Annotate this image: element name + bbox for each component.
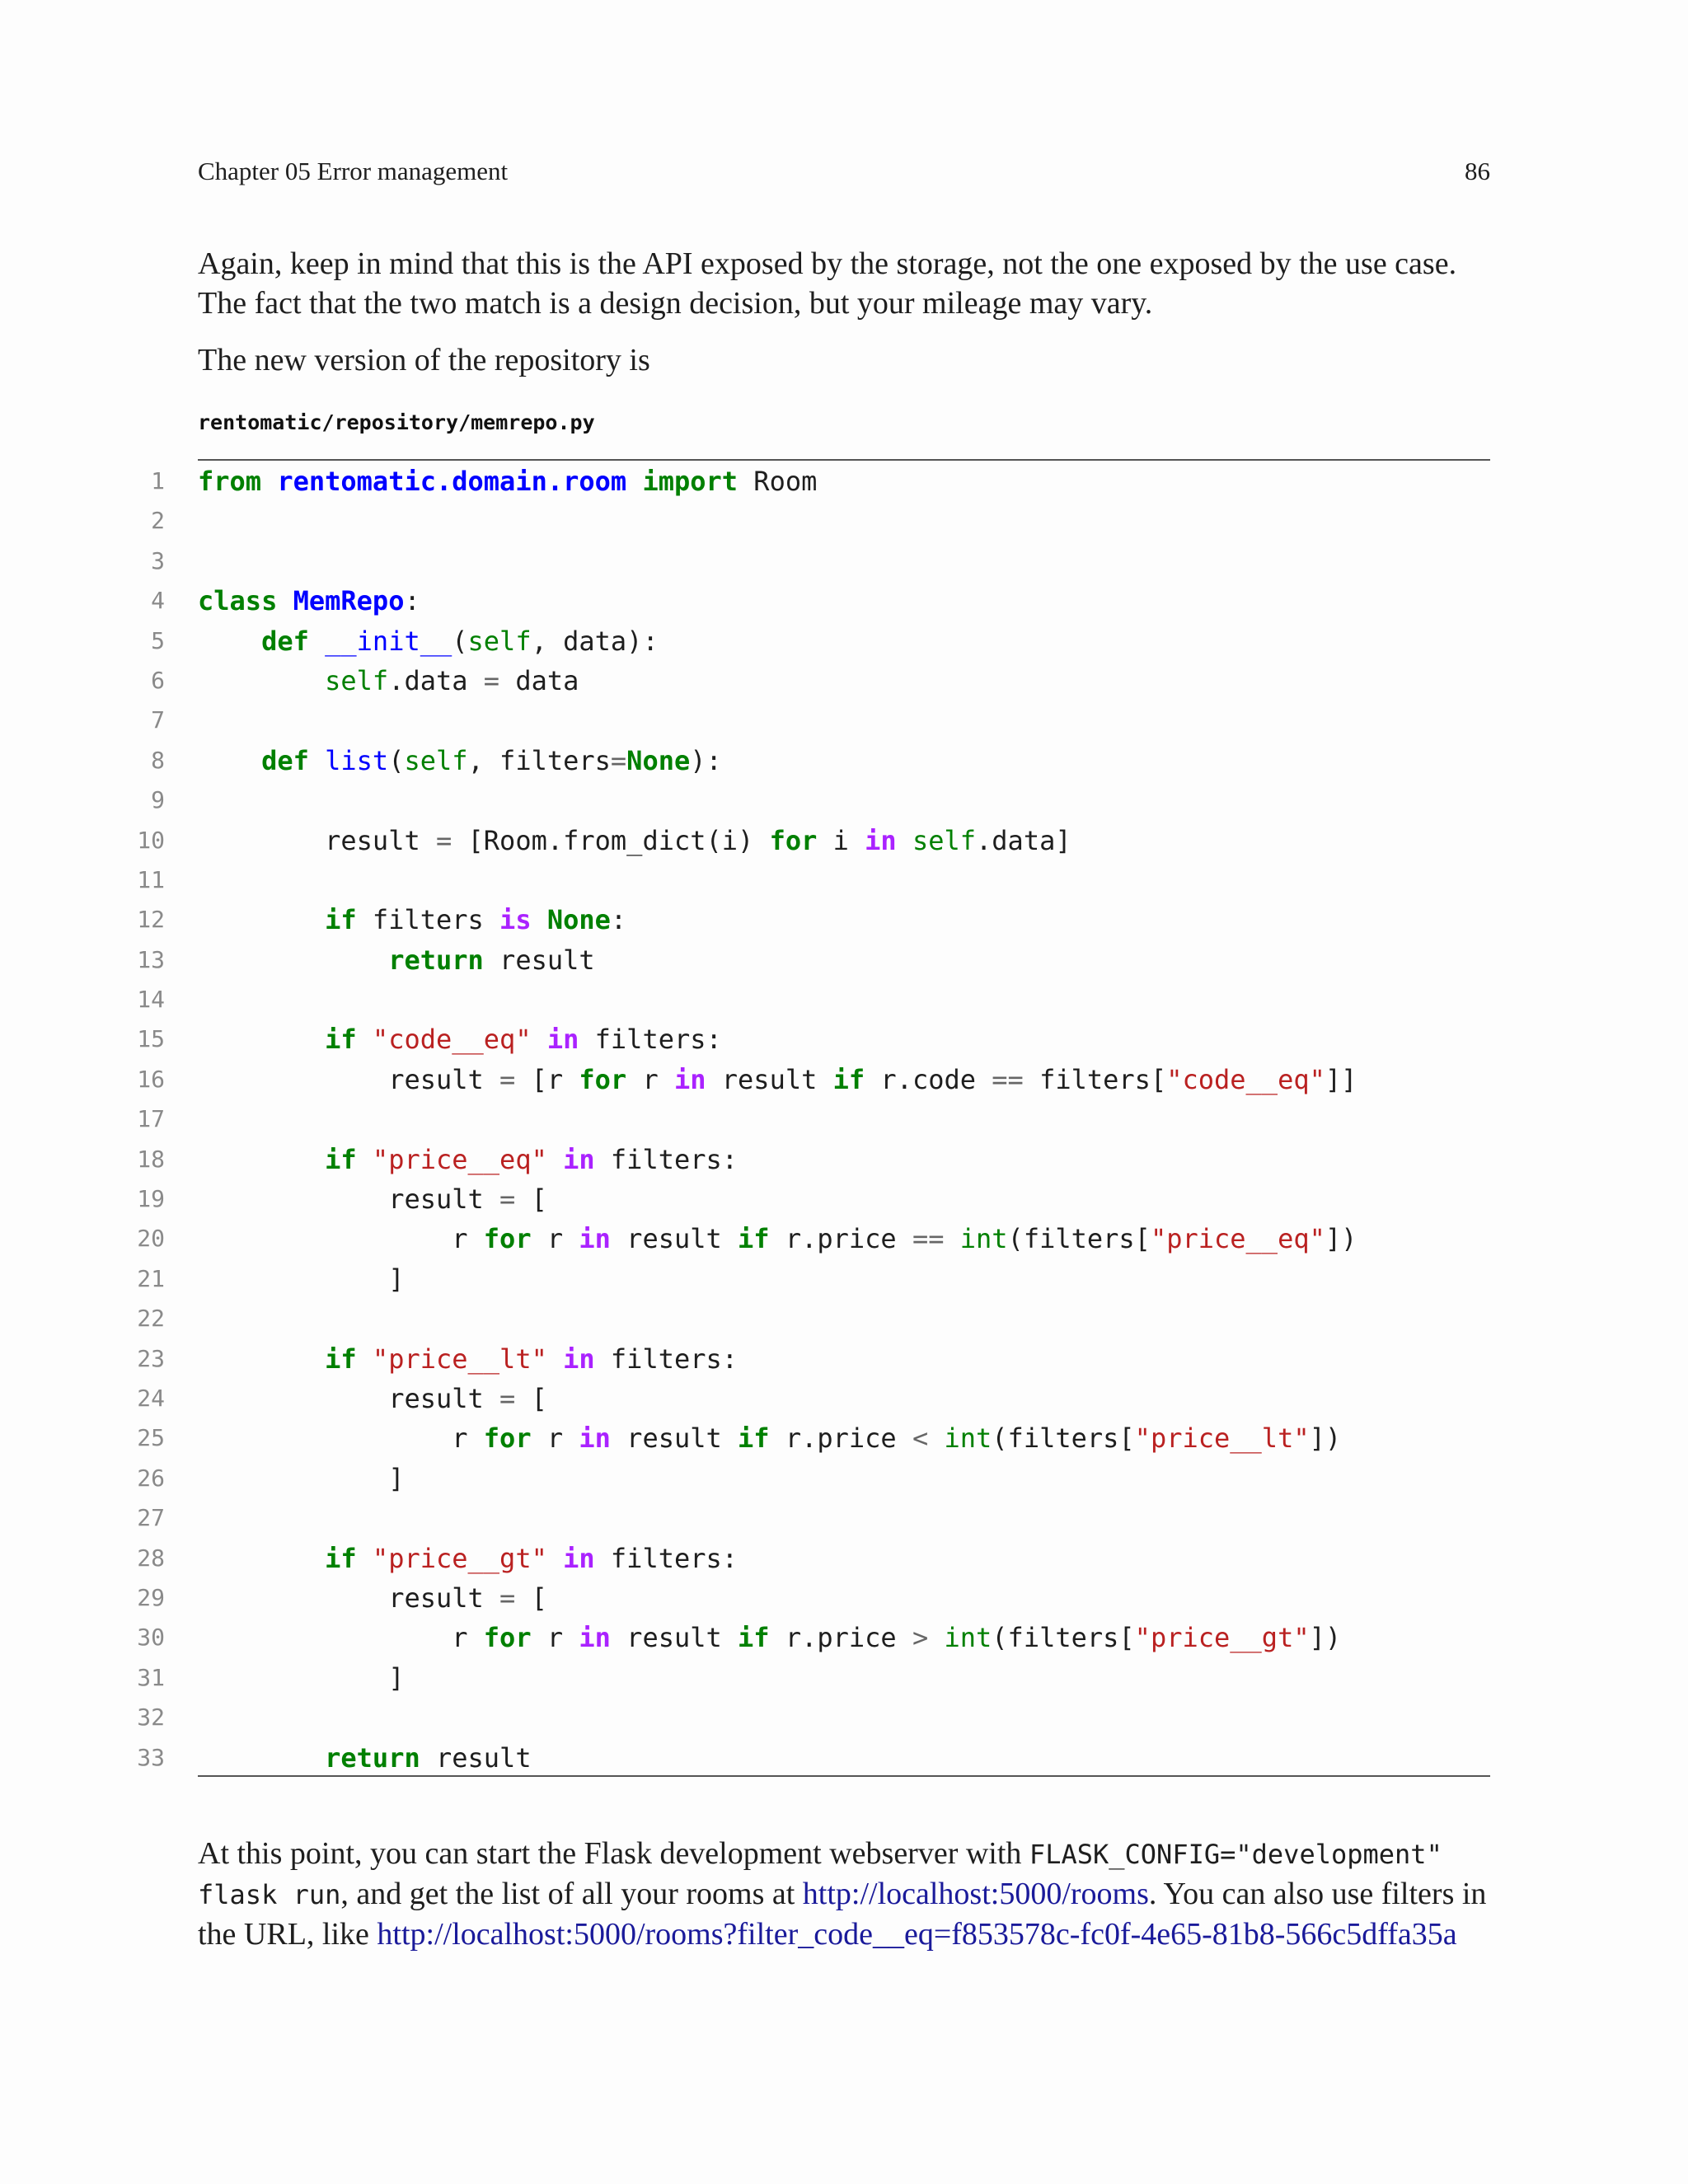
code-source	[198, 621, 659, 661]
code-token: [Room.from_dict(i)	[452, 824, 770, 856]
code-token: ]	[198, 1462, 405, 1494]
code-token: MemRepo	[293, 585, 405, 617]
line-number: 30	[137, 1624, 165, 1652]
code-token: [	[515, 1382, 547, 1414]
code-line	[115, 462, 1500, 501]
code-token: r	[531, 1223, 579, 1255]
code-token: ])	[1309, 1622, 1342, 1654]
code-token: in	[673, 1063, 706, 1095]
code-token: r	[198, 1223, 484, 1255]
line-number: 31	[137, 1663, 165, 1691]
code-source	[198, 462, 817, 501]
code-filename: rentomatic/repository/memrepo.py	[198, 410, 595, 434]
line-number: 2	[151, 507, 165, 535]
line-number: 16	[137, 1065, 165, 1093]
code-token: self	[467, 625, 532, 657]
code-line	[115, 1698, 1500, 1737]
code-token: for	[483, 1223, 532, 1255]
code-line	[115, 741, 1500, 780]
code-token	[309, 745, 325, 776]
code-token: r.price	[769, 1223, 912, 1255]
code-token	[928, 1622, 944, 1653]
code-token: filters:	[594, 1343, 738, 1375]
code-token: filters:	[594, 1542, 738, 1574]
text-segment: . You can also use filters in the URL, like	[198, 1877, 1487, 1952]
code-token: result	[706, 1063, 833, 1095]
code-token: in	[563, 1143, 595, 1175]
code-token: for	[483, 1422, 532, 1455]
code-token	[357, 1343, 373, 1375]
code-source	[198, 741, 722, 780]
code-line	[115, 1179, 1500, 1219]
line-number: 22	[137, 1305, 165, 1333]
code-token: None	[546, 904, 611, 936]
code-token: ]]	[1325, 1063, 1357, 1095]
code-token: result	[420, 1741, 532, 1774]
code-token: filters	[356, 904, 500, 936]
code-token: =	[610, 744, 627, 776]
code-token: for	[483, 1622, 532, 1654]
code-token	[928, 1422, 944, 1454]
code-token: filters[	[1023, 1063, 1167, 1095]
code-token: :	[404, 585, 420, 617]
code-source	[198, 1179, 547, 1219]
code-line	[115, 541, 1500, 581]
code-source	[198, 1259, 404, 1299]
code-token: =	[435, 824, 452, 856]
code-token: ])	[1325, 1223, 1357, 1255]
code-token: (	[388, 744, 405, 776]
code-line	[115, 1219, 1500, 1258]
code-token: (	[452, 625, 468, 657]
code-token: "code__eq"	[1166, 1063, 1325, 1095]
code-token	[198, 1543, 325, 1574]
line-number: 18	[137, 1145, 165, 1173]
code-token: return	[325, 1741, 420, 1774]
code-token: __init__	[325, 625, 452, 657]
line-number: 28	[137, 1544, 165, 1572]
code-source	[198, 1339, 738, 1379]
code-token: r	[198, 1622, 484, 1654]
page-number: 86	[1465, 157, 1490, 185]
code-token	[897, 825, 912, 856]
code-token: in	[865, 824, 897, 856]
code-token	[198, 1742, 325, 1774]
code-line	[115, 940, 1500, 980]
code-line	[115, 860, 1500, 900]
code-token	[532, 1024, 547, 1055]
code-token: return	[388, 944, 484, 976]
code-token	[547, 1343, 563, 1375]
code-token: in	[579, 1422, 611, 1455]
code-token: if	[325, 1542, 357, 1574]
code-token: [	[515, 1183, 547, 1216]
code-line	[115, 900, 1500, 940]
code-source	[198, 940, 595, 980]
code-line	[115, 1099, 1500, 1139]
code-token: .data	[388, 664, 484, 696]
code-source	[198, 1618, 1341, 1657]
code-token: "code__eq"	[372, 1024, 532, 1056]
code-line	[115, 1618, 1500, 1657]
code-token: [r	[515, 1063, 579, 1095]
code-line	[115, 701, 1500, 740]
code-line	[115, 1498, 1500, 1538]
paragraph-api-note: Again, keep in mind that this is the API exposed by the storage, not the one exposed by the use case. The fact that the two match is a design decision, but your mileage may vary.	[198, 246, 1457, 321]
code-token: r	[531, 1622, 579, 1654]
line-number: 27	[137, 1504, 165, 1532]
code-source	[198, 1019, 722, 1059]
code-token	[198, 904, 325, 935]
code-token: self	[912, 824, 977, 856]
code-token: int	[944, 1422, 992, 1455]
line-number: 25	[137, 1424, 165, 1452]
line-number: 7	[151, 706, 165, 734]
code-token: if	[325, 904, 357, 936]
code-token: ):	[690, 744, 722, 776]
code-token: =	[499, 1382, 516, 1414]
line-number: 15	[137, 1025, 165, 1053]
code-source	[198, 1418, 1341, 1458]
code-token: , filters	[467, 744, 611, 776]
code-token: "price__gt"	[372, 1542, 547, 1574]
code-source	[198, 900, 626, 940]
code-line	[115, 621, 1500, 661]
code-token: result	[198, 1183, 500, 1216]
code-line	[115, 1339, 1500, 1379]
code-source	[198, 1738, 532, 1778]
code-line	[115, 1418, 1500, 1458]
code-token: Room	[738, 466, 818, 497]
code-token	[547, 1543, 563, 1574]
code-source	[198, 1379, 547, 1418]
code-token: r	[198, 1422, 484, 1455]
line-number: 3	[151, 546, 165, 574]
code-token: if	[832, 1063, 865, 1095]
code-line	[115, 1459, 1500, 1498]
code-source	[198, 661, 579, 701]
code-line	[115, 1299, 1500, 1338]
line-number: 29	[137, 1583, 165, 1611]
code-token: r	[626, 1063, 674, 1095]
code-line	[115, 1379, 1500, 1418]
code-token: result	[610, 1422, 738, 1455]
code-line	[115, 780, 1500, 820]
code-token: in	[579, 1223, 611, 1255]
line-number: 1	[151, 467, 165, 494]
code-token: (filters[	[992, 1422, 1135, 1455]
code-line	[115, 1019, 1500, 1059]
code-bottom-rule	[198, 1775, 1490, 1777]
code-token: [	[515, 1582, 547, 1614]
code-token	[198, 1024, 325, 1055]
code-token: filters:	[579, 1024, 722, 1056]
text-segment: At this point, you can start the Flask development webserver with	[198, 1836, 1029, 1871]
code-token: for	[579, 1063, 627, 1095]
code-token: result	[483, 944, 595, 976]
code-token: result	[198, 824, 436, 856]
code-token: , data):	[531, 625, 659, 657]
code-token	[357, 1543, 373, 1574]
code-token: rentomatic.domain.room	[277, 466, 627, 497]
code-token	[198, 1343, 325, 1375]
text-segment: , and get the list of all your rooms at	[340, 1877, 803, 1911]
code-source	[198, 1658, 404, 1698]
code-token: self	[404, 744, 468, 776]
code-token: if	[738, 1422, 770, 1455]
line-number: 26	[137, 1464, 165, 1492]
code-source	[198, 1219, 1357, 1258]
code-token: filters:	[594, 1143, 738, 1175]
code-token	[357, 1144, 373, 1175]
code-token: r.price	[769, 1422, 912, 1455]
code-token: .data]	[976, 824, 1071, 856]
inline-code-command: FLASK_CONFIG="development" flask run	[198, 1839, 1442, 1910]
code-token: if	[738, 1223, 770, 1255]
code-token: ]	[198, 1661, 405, 1694]
code-line	[115, 1259, 1500, 1299]
code-token: in	[563, 1343, 595, 1375]
code-source	[198, 581, 420, 621]
code-token: result	[198, 1582, 500, 1614]
code-source	[198, 1578, 547, 1618]
code-token: import	[642, 466, 738, 497]
code-line	[115, 1738, 1500, 1778]
code-line	[115, 661, 1500, 701]
code-token: ]	[198, 1263, 405, 1295]
code-token	[198, 1144, 325, 1175]
code-token: "price__eq"	[372, 1143, 547, 1175]
code-token: in	[546, 1024, 579, 1056]
code-token: ==	[992, 1063, 1024, 1095]
code-token	[198, 626, 261, 657]
code-token	[198, 944, 388, 976]
line-number: 10	[137, 826, 165, 854]
code-source	[198, 1140, 738, 1179]
code-token: int	[959, 1223, 1008, 1255]
line-number: 13	[137, 945, 165, 973]
code-token: "price__eq"	[1150, 1223, 1325, 1255]
line-number: 17	[137, 1105, 165, 1133]
code-token: from	[198, 466, 262, 497]
line-number: 21	[137, 1264, 165, 1292]
code-top-rule	[198, 459, 1490, 461]
line-number: 5	[151, 626, 165, 654]
code-token: list	[325, 744, 389, 776]
code-token: if	[325, 1343, 357, 1375]
code-line	[115, 1658, 1500, 1698]
line-number: 4	[151, 587, 165, 615]
code-line	[115, 1060, 1500, 1099]
chapter-title: Chapter 05 Error management	[198, 157, 509, 185]
code-token: self	[325, 664, 389, 696]
code-token	[944, 1223, 959, 1254]
code-token: :	[610, 904, 627, 936]
code-token	[626, 466, 642, 497]
code-line	[115, 581, 1500, 621]
code-token: is	[499, 904, 532, 936]
code-token: result	[198, 1382, 500, 1414]
line-number: 33	[137, 1743, 165, 1771]
code-token: result	[198, 1063, 500, 1095]
code-token: for	[769, 824, 818, 856]
line-number: 9	[151, 786, 165, 814]
code-token: "price__lt"	[1134, 1422, 1310, 1455]
code-token: i	[817, 824, 865, 856]
code-token	[532, 904, 547, 935]
code-source	[198, 821, 1071, 860]
code-line	[115, 1140, 1500, 1179]
code-listing	[115, 462, 1500, 1778]
code-token: =	[499, 1582, 516, 1614]
code-token: (filters[	[992, 1622, 1135, 1654]
code-token	[261, 466, 277, 497]
code-token: >	[912, 1622, 929, 1654]
code-token: ])	[1309, 1422, 1342, 1455]
code-token: result	[610, 1223, 738, 1255]
code-token: data	[499, 664, 579, 696]
line-number: 19	[137, 1185, 165, 1213]
code-token: =	[499, 1063, 516, 1095]
paragraph-intro-code: The new version of the repository is	[198, 343, 650, 377]
code-token: r.price	[769, 1622, 912, 1654]
code-token: def	[261, 744, 309, 776]
line-number: 8	[151, 746, 165, 774]
code-token: r	[531, 1422, 579, 1455]
code-token: "price__gt"	[1134, 1622, 1310, 1654]
code-token: int	[944, 1622, 992, 1654]
code-token	[547, 1144, 563, 1175]
code-source	[198, 1539, 738, 1578]
code-token: None	[626, 744, 691, 776]
code-token: class	[198, 585, 278, 617]
code-line	[115, 1578, 1500, 1618]
code-line	[115, 501, 1500, 541]
code-source	[198, 1060, 1357, 1099]
code-token: =	[483, 664, 500, 696]
code-source	[198, 1459, 404, 1498]
code-token	[309, 626, 325, 657]
code-token	[357, 1024, 373, 1055]
line-number: 32	[137, 1704, 165, 1732]
line-number: 23	[137, 1344, 165, 1372]
line-number: 6	[151, 666, 165, 694]
code-token	[198, 745, 261, 776]
paragraph-flask-run	[198, 1834, 1500, 1954]
code-token: (filters[	[1007, 1223, 1151, 1255]
code-token: "price__lt"	[372, 1343, 547, 1375]
code-token	[277, 585, 293, 616]
line-number: 11	[137, 865, 165, 893]
code-token: r.code	[865, 1063, 992, 1095]
line-number: 24	[137, 1384, 165, 1412]
code-line	[115, 821, 1500, 860]
code-line	[115, 980, 1500, 1019]
code-token: if	[325, 1143, 357, 1175]
code-token: =	[499, 1183, 516, 1216]
code-token: if	[738, 1622, 770, 1654]
code-token: in	[579, 1622, 611, 1654]
rooms-filter-link[interactable]: http://localhost:5000/rooms?filter_code__eq=f853578c-fc0f-4e65-81b8-566c5dffa35a	[377, 1917, 1457, 1952]
code-token: if	[325, 1024, 357, 1056]
code-token: result	[610, 1622, 738, 1654]
line-number: 20	[137, 1225, 165, 1253]
code-token: ==	[912, 1223, 945, 1255]
code-token: <	[912, 1422, 929, 1455]
rooms-link[interactable]: http://localhost:5000/rooms	[802, 1877, 1149, 1911]
code-token: def	[261, 625, 309, 657]
line-number: 14	[137, 986, 165, 1014]
line-number: 12	[137, 906, 165, 934]
code-line	[115, 1539, 1500, 1578]
code-token: in	[563, 1542, 595, 1574]
code-token	[198, 665, 325, 696]
running-header	[198, 157, 1490, 186]
